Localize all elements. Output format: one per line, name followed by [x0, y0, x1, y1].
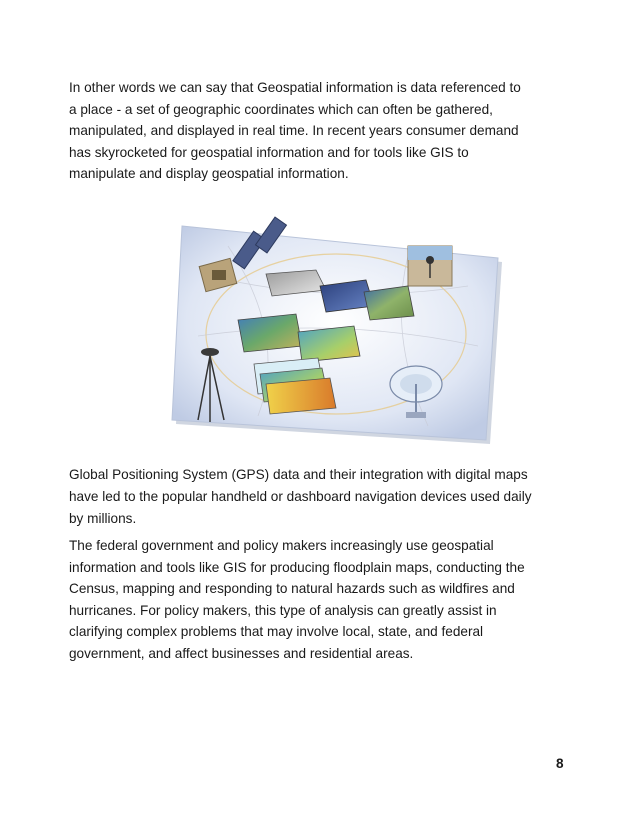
ground-station-icon — [408, 246, 452, 286]
text-line: has skyrocketed for geospatial information and for tools like GIS to — [69, 144, 469, 160]
text-line: The federal government and policy makers increasingly use geospatial — [69, 538, 494, 553]
text-line: hurricanes. For policy makers, this type of analysis can greatly assist in — [69, 602, 497, 618]
text-line: a place - a set of geographic coordinates which can often be gathered, — [69, 101, 493, 117]
map-layer-land — [298, 326, 360, 362]
geospatial-data-layers-illustration — [168, 216, 506, 444]
text-line: information and tools like GIS for producing floodplain maps, conducting the — [69, 559, 525, 575]
geospatial-layers-figure — [168, 216, 506, 444]
text-line: clarifying complex problems that may involve local, state, and federal — [69, 624, 484, 640]
text-line: have led to the popular handheld or dashboard navigation devices used daily — [69, 489, 532, 504]
text-line: government, and affect businesses and residential areas. — [69, 645, 414, 661]
paragraph-geospatial-definition — [69, 77, 569, 185]
text-line: Census, mapping and responding to natural hazards such as wildfires and — [69, 581, 515, 597]
text-line: manipulate and display geospatial information. — [69, 166, 349, 182]
page-number: 8 — [556, 756, 564, 771]
text-line: manipulated, and displayed in real time. In recent years consumer demand — [69, 123, 519, 139]
paragraph-policy — [69, 535, 569, 665]
text-line: Global Positioning System (GPS) data and their integration with digital maps — [69, 467, 528, 482]
text-line: by millions. — [69, 511, 137, 526]
map-layer-topo — [364, 286, 414, 320]
paragraph-gps — [69, 464, 569, 530]
map-layer-terrain — [238, 314, 302, 352]
text-line: In other words we can say that Geospatial information is data referenced to — [69, 80, 521, 95]
